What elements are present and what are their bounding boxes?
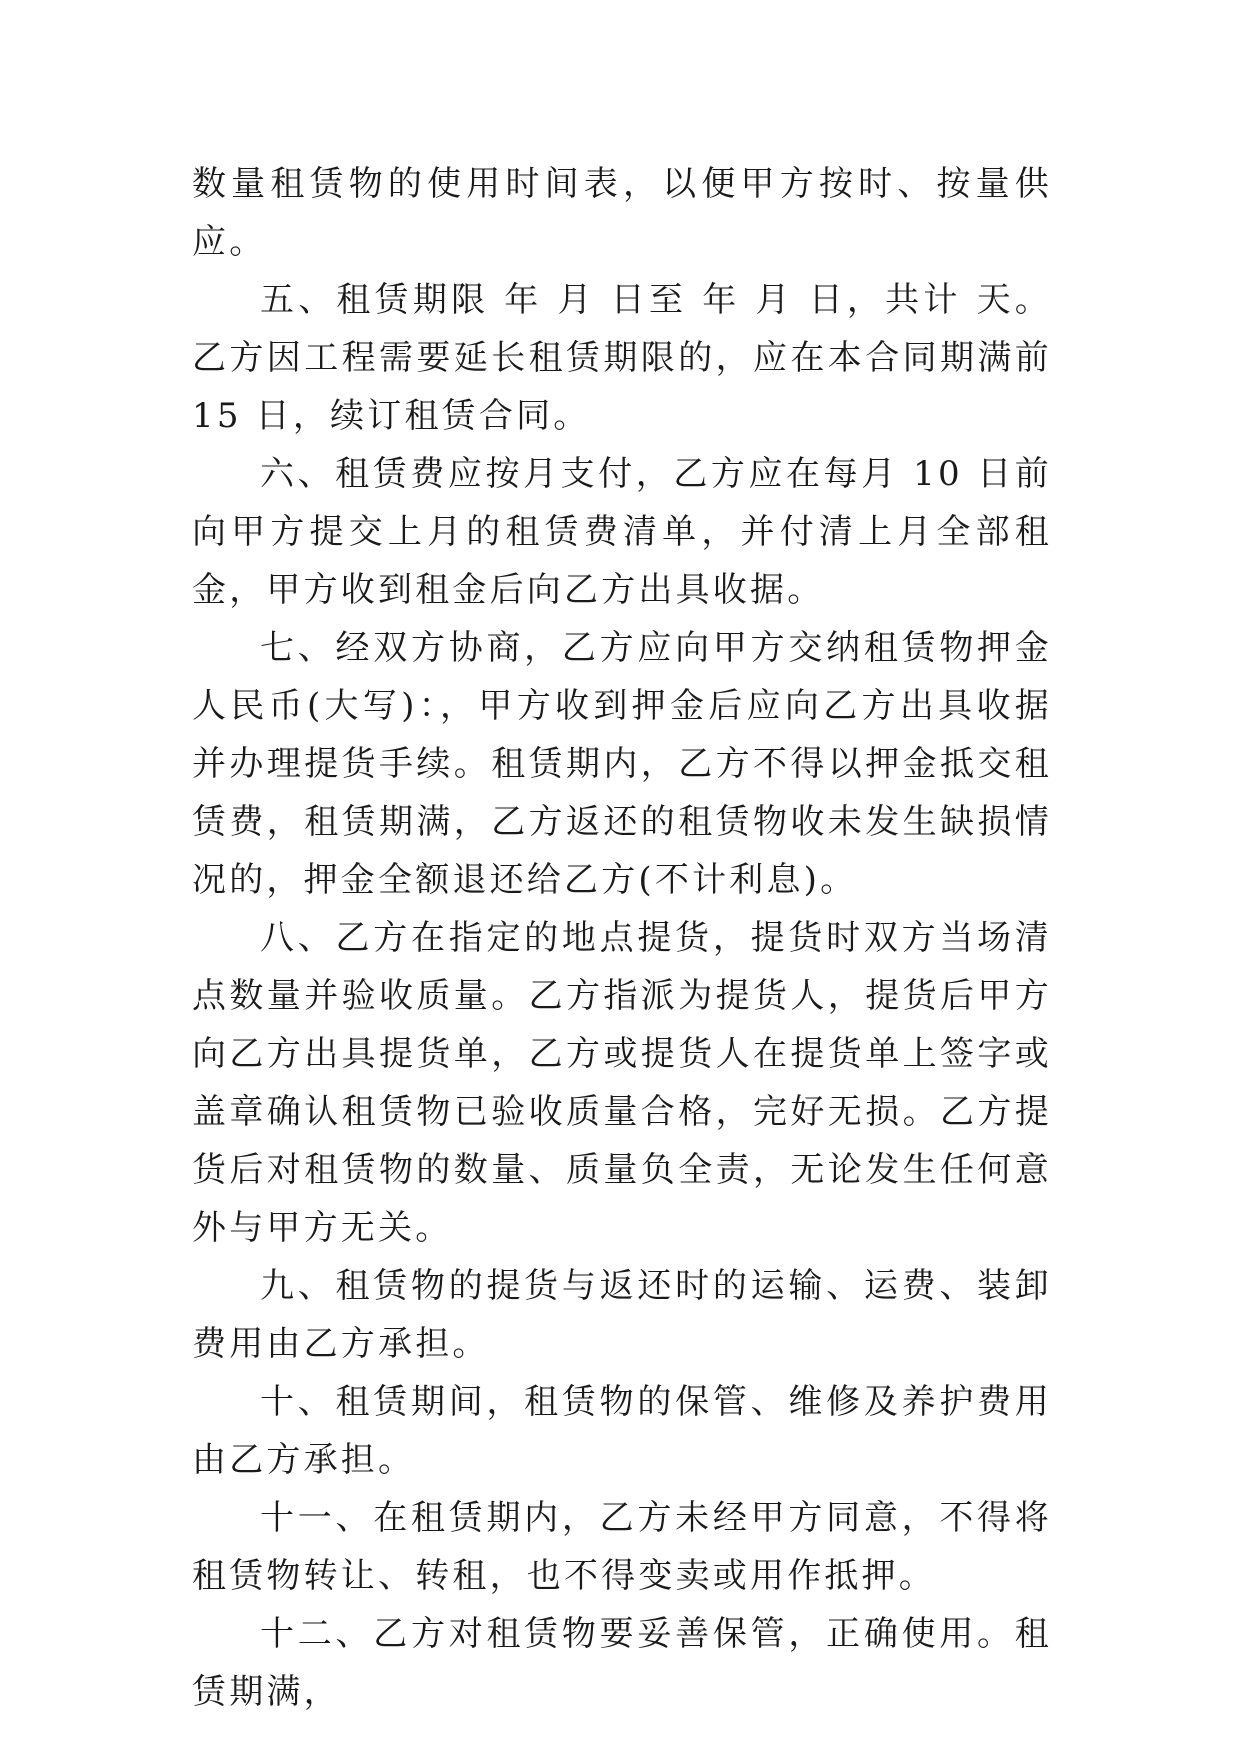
paragraph-clause-5: 五、租赁期限 年 月 日至 年 月 日，共计 天。乙方因工程需要延长租赁期限的，应在本合同期满前 15 日，续订租赁合同。 [192, 280, 1052, 436]
paragraph-continuation: 数量租赁物的使用时间表，以便甲方按时、按量供应。 [192, 164, 1052, 262]
paragraph-clause-6: 六、租赁费应按月支付，乙方应在每月 10 日前向甲方提交上月的租赁费清单，并付清上月全部租金，甲方收到租金后向乙方出具收据。 [192, 454, 1052, 610]
paragraph-clause-9: 九、租赁物的提货与返还时的运输、运费、装卸费用由乙方承担。 [192, 1266, 1052, 1364]
contract-body-text [192, 155, 1052, 1721]
paragraph-clause-12: 十二、乙方对租赁物要妥善保管，正确使用。租赁期满， [192, 1614, 1052, 1712]
paragraph-clause-10: 十、租赁期间，租赁物的保管、维修及养护费用由乙方承担。 [192, 1382, 1052, 1480]
paragraph-clause-7: 七、经双方协商，乙方应向甲方交纳租赁物押金人民币(大写)：，甲方收到押金后应向乙方出具收据并办理提货手续。租赁期内，乙方不得以押金抵交租赁费，租赁期满，乙方返还的租赁物收未发生缺损情况的，押金全额退还给乙方(不计利息)。 [192, 628, 1052, 900]
paragraph-clause-8: 八、乙方在指定的地点提货，提货时双方当场清点数量并验收质量。乙方指派为提货人，提货后甲方向乙方出具提货单，乙方或提货人在提货单上签字或盖章确认租赁物已验收质量合格，完好无损。乙方提货后对租赁物的数量、质量负全责，无论发生任何意外与甲方无关。 [192, 918, 1052, 1248]
paragraph-clause-11: 十一、在租赁期内，乙方未经甲方同意，不得将租赁物转让、转租，也不得变卖或用作抵押。 [192, 1498, 1052, 1596]
